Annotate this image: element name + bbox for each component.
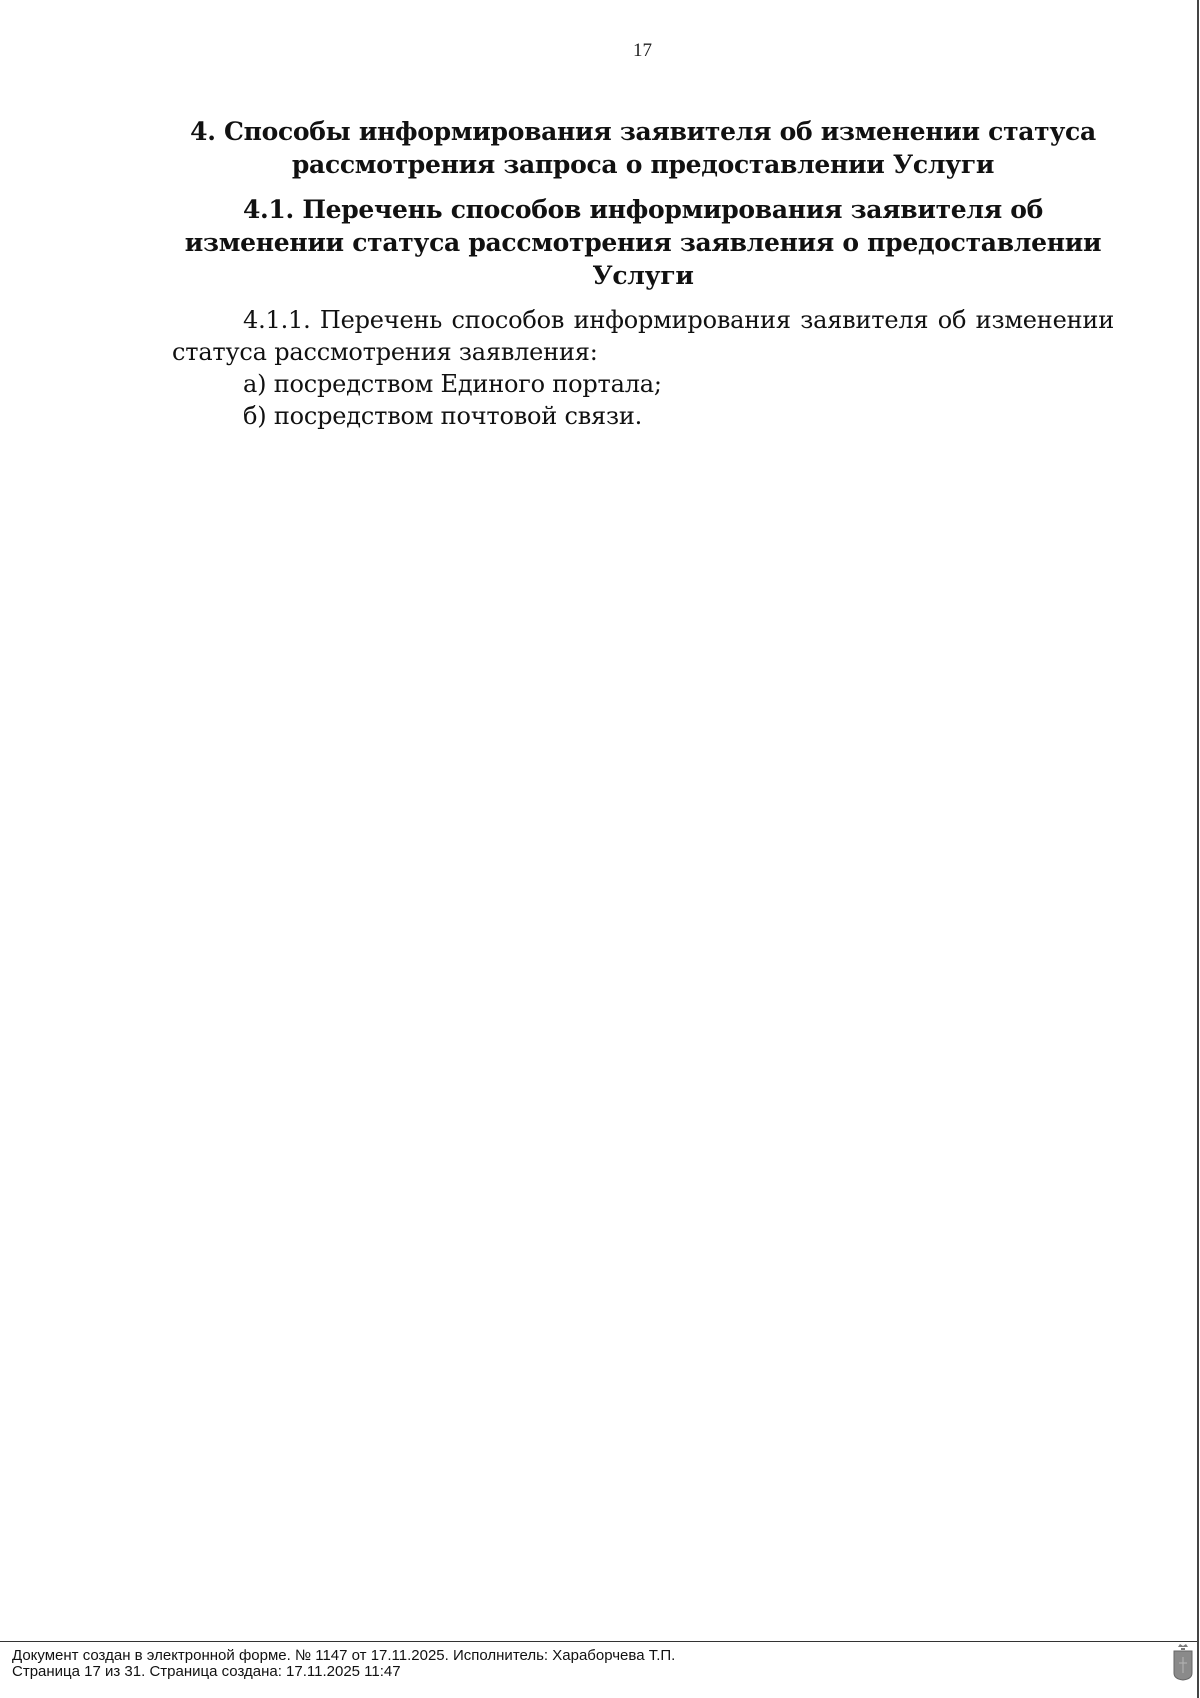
footer-document-info: Документ создан в электронной форме. № 1147 от 17.11.2025. Исполнитель: Хараборчева Т.П. [12, 1647, 676, 1664]
document-body [172, 115, 1114, 432]
paragraph-4-1-1: 4.1.1. Перечень способов информирования заявителя об изменении статуса рассмотрения заявления: [172, 306, 1114, 366]
body-text [172, 304, 1114, 432]
subsection-title: 4.1. Перечень способов информирования заявителя об изменении статуса рассмотрения заявления о предоставлении Услуги [184, 195, 1102, 290]
section-title: 4. Способы информирования заявителя об изменении статуса рассмотрения запроса о предоставлении Услуги [190, 117, 1096, 179]
footer-divider [0, 1641, 1197, 1642]
footer [12, 1648, 675, 1680]
list-item-a: а) посредством Единого портала; [243, 370, 662, 398]
page-number: 17 [633, 40, 652, 61]
footer-page-info: Страница 17 из 31. Страница создана: 17.11.2025 11:47 [12, 1663, 401, 1680]
page-edge [1197, 0, 1199, 1698]
list-item-b: б) посредством почтовой связи. [243, 402, 643, 430]
coat-of-arms-icon [1172, 1643, 1194, 1681]
